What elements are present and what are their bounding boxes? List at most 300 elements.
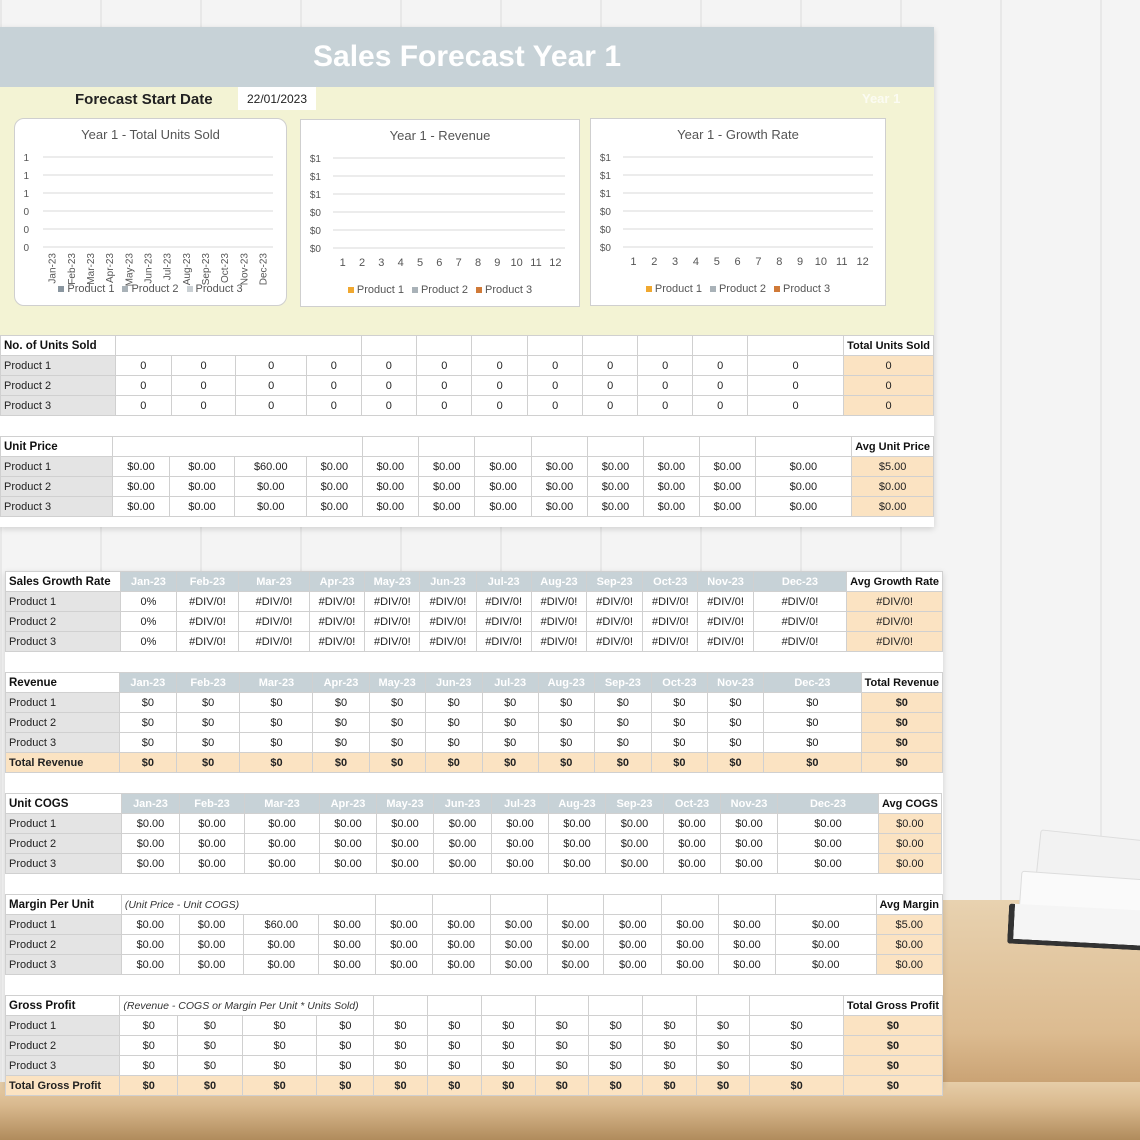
total-value-cell[interactable]: $0 bbox=[240, 753, 313, 773]
value-cell[interactable]: $0.00 bbox=[531, 477, 587, 497]
value-cell[interactable]: $0 bbox=[374, 1016, 427, 1036]
value-cell[interactable]: #DIV/0! bbox=[531, 632, 586, 652]
value-cell[interactable]: 0 bbox=[361, 356, 416, 376]
value-cell[interactable]: #DIV/0! bbox=[239, 592, 310, 612]
value-cell[interactable]: $0.00 bbox=[419, 477, 475, 497]
value-cell[interactable]: #DIV/0! bbox=[753, 612, 847, 632]
value-cell[interactable]: $0 bbox=[178, 1016, 243, 1036]
value-cell[interactable]: $0.00 bbox=[432, 915, 490, 935]
value-cell[interactable]: 0 bbox=[171, 356, 236, 376]
value-cell[interactable]: $0.00 bbox=[319, 935, 376, 955]
row-total-cell[interactable]: $0.00 bbox=[879, 814, 942, 834]
value-cell[interactable]: $0.00 bbox=[721, 854, 778, 874]
row-total-cell[interactable]: #DIV/0! bbox=[847, 612, 943, 632]
value-cell[interactable]: $0.00 bbox=[719, 935, 776, 955]
value-cell[interactable]: $0.00 bbox=[549, 834, 606, 854]
value-cell[interactable]: $0.00 bbox=[376, 915, 433, 935]
value-cell[interactable]: $0 bbox=[482, 1056, 535, 1076]
value-cell[interactable]: #DIV/0! bbox=[176, 592, 238, 612]
grand-total-cell[interactable]: $0 bbox=[861, 753, 942, 773]
value-cell[interactable]: $0.00 bbox=[245, 834, 320, 854]
value-cell[interactable]: $0.00 bbox=[643, 457, 699, 477]
value-cell[interactable]: $0.00 bbox=[179, 935, 244, 955]
row-total-cell[interactable]: 0 bbox=[844, 376, 934, 396]
value-cell[interactable]: #DIV/0! bbox=[643, 632, 698, 652]
value-cell[interactable]: $0 bbox=[313, 693, 369, 713]
row-total-cell[interactable]: $0.00 bbox=[876, 935, 943, 955]
value-cell[interactable]: $0 bbox=[427, 1056, 481, 1076]
value-cell[interactable]: $0.00 bbox=[549, 854, 606, 874]
value-cell[interactable]: 0% bbox=[121, 592, 177, 612]
value-cell[interactable]: #DIV/0! bbox=[365, 612, 420, 632]
value-cell[interactable]: $0.00 bbox=[606, 834, 664, 854]
value-cell[interactable]: $0 bbox=[482, 1036, 535, 1056]
value-cell[interactable]: 0 bbox=[472, 376, 527, 396]
value-cell[interactable]: $0.00 bbox=[122, 814, 180, 834]
value-cell[interactable]: 0 bbox=[472, 356, 527, 376]
value-cell[interactable]: 0 bbox=[236, 396, 307, 416]
value-cell[interactable]: 0 bbox=[583, 376, 638, 396]
value-cell[interactable]: #DIV/0! bbox=[420, 612, 476, 632]
value-cell[interactable]: 0 bbox=[527, 356, 582, 376]
value-cell[interactable]: $0 bbox=[178, 1036, 243, 1056]
value-cell[interactable]: #DIV/0! bbox=[698, 632, 753, 652]
value-cell[interactable]: #DIV/0! bbox=[476, 612, 531, 632]
value-cell[interactable]: #DIV/0! bbox=[239, 612, 310, 632]
value-cell[interactable]: $0 bbox=[651, 713, 707, 733]
value-cell[interactable]: #DIV/0! bbox=[176, 612, 238, 632]
value-cell[interactable]: $0 bbox=[240, 733, 313, 753]
value-cell[interactable]: #DIV/0! bbox=[753, 632, 847, 652]
value-cell[interactable]: $0 bbox=[425, 733, 482, 753]
value-cell[interactable]: $0.00 bbox=[700, 457, 755, 477]
value-cell[interactable]: 0 bbox=[527, 376, 582, 396]
value-cell[interactable]: #DIV/0! bbox=[476, 592, 531, 612]
value-cell[interactable]: $0 bbox=[643, 1016, 696, 1036]
value-cell[interactable]: $0.00 bbox=[113, 457, 169, 477]
value-cell[interactable]: #DIV/0! bbox=[531, 592, 586, 612]
total-value-cell[interactable]: $0 bbox=[643, 1076, 696, 1096]
value-cell[interactable]: $0 bbox=[707, 733, 763, 753]
total-value-cell[interactable]: $0 bbox=[178, 1076, 243, 1096]
value-cell[interactable]: #DIV/0! bbox=[753, 592, 847, 612]
value-cell[interactable]: $0.00 bbox=[664, 834, 721, 854]
value-cell[interactable]: $0.00 bbox=[643, 477, 699, 497]
value-cell[interactable]: $0 bbox=[313, 733, 369, 753]
value-cell[interactable]: $0.00 bbox=[606, 854, 664, 874]
value-cell[interactable]: $0 bbox=[651, 733, 707, 753]
value-cell[interactable]: $0 bbox=[119, 733, 176, 753]
value-cell[interactable]: 0 bbox=[116, 356, 171, 376]
row-total-cell[interactable]: $5.00 bbox=[876, 915, 943, 935]
value-cell[interactable]: $0.00 bbox=[588, 477, 643, 497]
value-cell[interactable]: $0.00 bbox=[664, 814, 721, 834]
value-cell[interactable]: $0 bbox=[240, 713, 313, 733]
value-cell[interactable]: $0.00 bbox=[362, 457, 418, 477]
row-total-cell[interactable]: $0 bbox=[861, 693, 942, 713]
value-cell[interactable]: 0 bbox=[747, 356, 843, 376]
value-cell[interactable]: $0.00 bbox=[169, 457, 235, 477]
value-cell[interactable]: $0.00 bbox=[362, 477, 418, 497]
value-cell[interactable]: $0.00 bbox=[113, 497, 169, 517]
total-value-cell[interactable]: $0 bbox=[120, 1076, 178, 1096]
value-cell[interactable]: $0.00 bbox=[307, 497, 362, 517]
value-cell[interactable]: $0.00 bbox=[434, 814, 492, 834]
value-cell[interactable]: #DIV/0! bbox=[309, 612, 364, 632]
total-value-cell[interactable]: $0 bbox=[707, 753, 763, 773]
value-cell[interactable]: 0 bbox=[307, 356, 362, 376]
value-cell[interactable]: $0 bbox=[707, 693, 763, 713]
value-cell[interactable]: $0.00 bbox=[244, 955, 319, 975]
value-cell[interactable]: $0.00 bbox=[307, 477, 362, 497]
value-cell[interactable]: $0 bbox=[119, 713, 176, 733]
value-cell[interactable]: $0.00 bbox=[377, 814, 434, 834]
value-cell[interactable]: $0 bbox=[178, 1056, 243, 1076]
value-cell[interactable]: $0.00 bbox=[721, 814, 778, 834]
value-cell[interactable]: $0.00 bbox=[719, 915, 776, 935]
value-cell[interactable]: $0.00 bbox=[180, 814, 245, 834]
value-cell[interactable]: $0.00 bbox=[549, 814, 606, 834]
value-cell[interactable]: $0.00 bbox=[180, 834, 245, 854]
value-cell[interactable]: $0.00 bbox=[319, 915, 376, 935]
value-cell[interactable]: $0.00 bbox=[719, 955, 776, 975]
value-cell[interactable]: $0 bbox=[313, 713, 369, 733]
value-cell[interactable]: $0.00 bbox=[775, 955, 876, 975]
value-cell[interactable]: $0.00 bbox=[490, 935, 547, 955]
value-cell[interactable]: $0 bbox=[176, 693, 240, 713]
total-value-cell[interactable]: $0 bbox=[317, 1076, 374, 1096]
value-cell[interactable]: $0.00 bbox=[606, 814, 664, 834]
value-cell[interactable]: 0 bbox=[693, 396, 748, 416]
chart-total-units-sold[interactable] bbox=[14, 118, 287, 306]
value-cell[interactable]: 0 bbox=[527, 396, 582, 416]
value-cell[interactable]: $0 bbox=[589, 1056, 643, 1076]
row-total-cell[interactable]: $0 bbox=[843, 1016, 942, 1036]
value-cell[interactable]: $0.00 bbox=[662, 935, 719, 955]
value-cell[interactable]: $0.00 bbox=[245, 854, 320, 874]
value-cell[interactable]: #DIV/0! bbox=[643, 612, 698, 632]
row-total-cell[interactable]: $0 bbox=[861, 733, 942, 753]
value-cell[interactable]: #DIV/0! bbox=[476, 632, 531, 652]
row-total-cell[interactable]: $0.00 bbox=[852, 477, 934, 497]
value-cell[interactable]: 0 bbox=[637, 356, 692, 376]
grand-total-cell[interactable]: $0 bbox=[843, 1076, 942, 1096]
value-cell[interactable]: 0 bbox=[361, 396, 416, 416]
total-value-cell[interactable]: $0 bbox=[535, 1076, 588, 1096]
value-cell[interactable]: $0.00 bbox=[376, 955, 433, 975]
row-total-cell[interactable]: #DIV/0! bbox=[847, 592, 943, 612]
value-cell[interactable]: #DIV/0! bbox=[531, 612, 586, 632]
value-cell[interactable]: #DIV/0! bbox=[643, 592, 698, 612]
value-cell[interactable]: $0 bbox=[764, 713, 862, 733]
value-cell[interactable]: $0 bbox=[651, 693, 707, 713]
value-cell[interactable]: $0 bbox=[589, 1016, 643, 1036]
value-cell[interactable]: $0.00 bbox=[475, 477, 531, 497]
value-cell[interactable]: $0.00 bbox=[377, 854, 434, 874]
value-cell[interactable]: $0.00 bbox=[320, 854, 377, 874]
value-cell[interactable]: #DIV/0! bbox=[365, 632, 420, 652]
value-cell[interactable]: $0.00 bbox=[662, 955, 719, 975]
value-cell[interactable]: $0.00 bbox=[755, 477, 852, 497]
value-cell[interactable]: $0.00 bbox=[169, 477, 235, 497]
value-cell[interactable]: $0.00 bbox=[604, 935, 662, 955]
value-cell[interactable]: $0.00 bbox=[122, 854, 180, 874]
forecast-start-date-input[interactable]: 22/01/2023 bbox=[238, 87, 316, 110]
value-cell[interactable]: $0.00 bbox=[320, 814, 377, 834]
value-cell[interactable]: $0.00 bbox=[490, 955, 547, 975]
value-cell[interactable]: $0 bbox=[427, 1036, 481, 1056]
value-cell[interactable]: #DIV/0! bbox=[365, 592, 420, 612]
value-cell[interactable]: $0 bbox=[242, 1056, 317, 1076]
value-cell[interactable]: $0 bbox=[707, 713, 763, 733]
value-cell[interactable]: $0 bbox=[750, 1056, 843, 1076]
value-cell[interactable]: $0.00 bbox=[643, 497, 699, 517]
value-cell[interactable]: $0 bbox=[374, 1036, 427, 1056]
value-cell[interactable]: 0 bbox=[116, 376, 171, 396]
value-cell[interactable]: $0.00 bbox=[775, 915, 876, 935]
total-value-cell[interactable]: $0 bbox=[119, 753, 176, 773]
total-value-cell[interactable]: $0 bbox=[425, 753, 482, 773]
total-value-cell[interactable]: $0 bbox=[427, 1076, 481, 1096]
value-cell[interactable]: 0 bbox=[747, 396, 843, 416]
value-cell[interactable]: #DIV/0! bbox=[587, 612, 643, 632]
value-cell[interactable]: $0 bbox=[594, 693, 651, 713]
value-cell[interactable]: $0 bbox=[643, 1036, 696, 1056]
value-cell[interactable]: $0 bbox=[538, 693, 594, 713]
value-cell[interactable]: $0.00 bbox=[662, 915, 719, 935]
value-cell[interactable]: $0 bbox=[538, 733, 594, 753]
value-cell[interactable]: 0 bbox=[307, 376, 362, 396]
row-total-cell[interactable]: $0 bbox=[843, 1036, 942, 1056]
value-cell[interactable]: $0.00 bbox=[244, 935, 319, 955]
value-cell[interactable]: $0.00 bbox=[775, 935, 876, 955]
row-total-cell[interactable]: $0.00 bbox=[876, 955, 943, 975]
value-cell[interactable]: #DIV/0! bbox=[420, 592, 476, 612]
value-cell[interactable]: $0 bbox=[535, 1016, 588, 1036]
value-cell[interactable]: $0 bbox=[750, 1036, 843, 1056]
value-cell[interactable]: $0 bbox=[242, 1036, 317, 1056]
value-cell[interactable]: $0 bbox=[482, 1016, 535, 1036]
total-value-cell[interactable]: $0 bbox=[764, 753, 862, 773]
value-cell[interactable]: $0 bbox=[240, 693, 313, 713]
value-cell[interactable]: $0 bbox=[176, 713, 240, 733]
total-value-cell[interactable]: $0 bbox=[538, 753, 594, 773]
value-cell[interactable]: $0.00 bbox=[122, 834, 180, 854]
value-cell[interactable]: #DIV/0! bbox=[309, 592, 364, 612]
value-cell[interactable]: 0 bbox=[171, 376, 236, 396]
value-cell[interactable]: $0.00 bbox=[432, 935, 490, 955]
total-value-cell[interactable]: $0 bbox=[696, 1076, 749, 1096]
value-cell[interactable]: $0 bbox=[696, 1056, 749, 1076]
value-cell[interactable]: 0% bbox=[121, 632, 177, 652]
value-cell[interactable]: $0.00 bbox=[490, 915, 547, 935]
row-total-cell[interactable]: $0 bbox=[861, 713, 942, 733]
value-cell[interactable]: $0 bbox=[764, 733, 862, 753]
value-cell[interactable]: $0 bbox=[594, 733, 651, 753]
value-cell[interactable]: $0.00 bbox=[235, 477, 307, 497]
value-cell[interactable]: 0 bbox=[693, 376, 748, 396]
value-cell[interactable]: $0.00 bbox=[319, 955, 376, 975]
value-cell[interactable]: $0.00 bbox=[721, 834, 778, 854]
value-cell[interactable]: $0 bbox=[425, 713, 482, 733]
value-cell[interactable]: $0 bbox=[120, 1056, 178, 1076]
value-cell[interactable]: $0 bbox=[764, 693, 862, 713]
value-cell[interactable]: $0.00 bbox=[180, 854, 245, 874]
value-cell[interactable]: $0.00 bbox=[475, 457, 531, 477]
value-cell[interactable]: $0 bbox=[696, 1036, 749, 1056]
row-total-cell[interactable]: $0.00 bbox=[879, 834, 942, 854]
value-cell[interactable]: $0 bbox=[369, 733, 425, 753]
value-cell[interactable]: $0.00 bbox=[604, 915, 662, 935]
value-cell[interactable]: $0.00 bbox=[113, 477, 169, 497]
value-cell[interactable]: $0 bbox=[317, 1056, 374, 1076]
value-cell[interactable]: $0.00 bbox=[434, 834, 492, 854]
value-cell[interactable]: $0.00 bbox=[778, 854, 879, 874]
value-cell[interactable]: $0.00 bbox=[121, 915, 179, 935]
value-cell[interactable]: $0.00 bbox=[547, 955, 604, 975]
value-cell[interactable]: $0.00 bbox=[588, 497, 643, 517]
value-cell[interactable]: $0 bbox=[482, 713, 538, 733]
total-value-cell[interactable]: $0 bbox=[313, 753, 369, 773]
value-cell[interactable]: $0.00 bbox=[179, 915, 244, 935]
value-cell[interactable]: $0 bbox=[535, 1036, 588, 1056]
value-cell[interactable]: 0 bbox=[583, 356, 638, 376]
value-cell[interactable]: $0.00 bbox=[377, 834, 434, 854]
row-total-cell[interactable]: $0.00 bbox=[879, 854, 942, 874]
value-cell[interactable]: 0 bbox=[171, 396, 236, 416]
chart-revenue[interactable] bbox=[300, 119, 580, 307]
chart-growth-rate[interactable] bbox=[590, 118, 886, 306]
row-total-cell[interactable]: $0 bbox=[843, 1056, 942, 1076]
value-cell[interactable]: $0.00 bbox=[547, 935, 604, 955]
value-cell[interactable]: $0.00 bbox=[121, 935, 179, 955]
value-cell[interactable]: $0.00 bbox=[492, 854, 549, 874]
value-cell[interactable]: $0 bbox=[482, 733, 538, 753]
row-total-cell[interactable]: $0.00 bbox=[852, 497, 934, 517]
value-cell[interactable]: $0.00 bbox=[475, 497, 531, 517]
value-cell[interactable]: $0.00 bbox=[307, 457, 362, 477]
value-cell[interactable]: 0 bbox=[236, 356, 307, 376]
value-cell[interactable]: 0 bbox=[116, 396, 171, 416]
value-cell[interactable]: 0 bbox=[236, 376, 307, 396]
value-cell[interactable]: $0.00 bbox=[419, 497, 475, 517]
value-cell[interactable]: $0.00 bbox=[778, 834, 879, 854]
value-cell[interactable]: $0 bbox=[369, 713, 425, 733]
value-cell[interactable]: $0 bbox=[589, 1036, 643, 1056]
value-cell[interactable]: 0 bbox=[747, 376, 843, 396]
value-cell[interactable]: #DIV/0! bbox=[587, 592, 643, 612]
value-cell[interactable]: $0 bbox=[643, 1056, 696, 1076]
value-cell[interactable]: $0.00 bbox=[320, 834, 377, 854]
value-cell[interactable]: $0.00 bbox=[531, 457, 587, 477]
value-cell[interactable]: $0.00 bbox=[419, 457, 475, 477]
value-cell[interactable]: $0 bbox=[427, 1016, 481, 1036]
total-value-cell[interactable]: $0 bbox=[374, 1076, 427, 1096]
total-value-cell[interactable]: $0 bbox=[594, 753, 651, 773]
value-cell[interactable]: $0 bbox=[369, 693, 425, 713]
value-cell[interactable]: $0.00 bbox=[169, 497, 235, 517]
value-cell[interactable]: #DIV/0! bbox=[698, 612, 753, 632]
total-value-cell[interactable]: $0 bbox=[369, 753, 425, 773]
row-total-cell[interactable]: #DIV/0! bbox=[847, 632, 943, 652]
value-cell[interactable]: $0 bbox=[750, 1016, 843, 1036]
value-cell[interactable]: $0 bbox=[425, 693, 482, 713]
value-cell[interactable]: 0 bbox=[583, 396, 638, 416]
value-cell[interactable]: $0 bbox=[535, 1056, 588, 1076]
value-cell[interactable]: $0.00 bbox=[664, 854, 721, 874]
value-cell[interactable]: $0.00 bbox=[778, 814, 879, 834]
value-cell[interactable]: $0.00 bbox=[492, 834, 549, 854]
value-cell[interactable]: #DIV/0! bbox=[176, 632, 238, 652]
value-cell[interactable]: #DIV/0! bbox=[698, 592, 753, 612]
value-cell[interactable]: $0.00 bbox=[755, 497, 852, 517]
value-cell[interactable]: #DIV/0! bbox=[239, 632, 310, 652]
value-cell[interactable]: $0 bbox=[696, 1016, 749, 1036]
value-cell[interactable]: 0 bbox=[361, 376, 416, 396]
value-cell[interactable]: #DIV/0! bbox=[309, 632, 364, 652]
value-cell[interactable]: $0.00 bbox=[235, 497, 307, 517]
value-cell[interactable]: $0 bbox=[242, 1016, 317, 1036]
value-cell[interactable]: $0 bbox=[538, 713, 594, 733]
value-cell[interactable]: 0 bbox=[417, 396, 472, 416]
value-cell[interactable]: $0.00 bbox=[700, 477, 755, 497]
row-total-cell[interactable]: $5.00 bbox=[852, 457, 934, 477]
value-cell[interactable]: $0.00 bbox=[492, 814, 549, 834]
value-cell[interactable]: $0 bbox=[317, 1016, 374, 1036]
row-total-cell[interactable]: 0 bbox=[844, 356, 934, 376]
value-cell[interactable]: $60.00 bbox=[235, 457, 307, 477]
value-cell[interactable]: $0 bbox=[120, 1036, 178, 1056]
value-cell[interactable]: $0.00 bbox=[434, 854, 492, 874]
value-cell[interactable]: $0.00 bbox=[179, 955, 244, 975]
value-cell[interactable]: $0 bbox=[374, 1056, 427, 1076]
value-cell[interactable]: $0.00 bbox=[245, 814, 320, 834]
value-cell[interactable]: $0 bbox=[594, 713, 651, 733]
value-cell[interactable]: 0% bbox=[121, 612, 177, 632]
value-cell[interactable]: #DIV/0! bbox=[587, 632, 643, 652]
total-value-cell[interactable]: $0 bbox=[242, 1076, 317, 1096]
value-cell[interactable]: $0.00 bbox=[755, 457, 852, 477]
total-value-cell[interactable]: $0 bbox=[176, 753, 240, 773]
value-cell[interactable]: 0 bbox=[307, 396, 362, 416]
value-cell[interactable]: $0 bbox=[317, 1036, 374, 1056]
total-value-cell[interactable]: $0 bbox=[482, 1076, 535, 1096]
value-cell[interactable]: 0 bbox=[417, 376, 472, 396]
value-cell[interactable]: $0.00 bbox=[432, 955, 490, 975]
row-total-cell[interactable]: 0 bbox=[844, 396, 934, 416]
value-cell[interactable]: $0.00 bbox=[376, 935, 433, 955]
value-cell[interactable]: $0.00 bbox=[588, 457, 643, 477]
value-cell[interactable]: 0 bbox=[693, 356, 748, 376]
value-cell[interactable]: 0 bbox=[637, 376, 692, 396]
total-value-cell[interactable]: $0 bbox=[482, 753, 538, 773]
value-cell[interactable]: #DIV/0! bbox=[420, 632, 476, 652]
value-cell[interactable]: 0 bbox=[417, 356, 472, 376]
value-cell[interactable]: $0 bbox=[482, 693, 538, 713]
value-cell[interactable]: $0.00 bbox=[121, 955, 179, 975]
total-value-cell[interactable]: $0 bbox=[589, 1076, 643, 1096]
value-cell[interactable]: 0 bbox=[472, 396, 527, 416]
value-cell[interactable]: $0.00 bbox=[362, 497, 418, 517]
value-cell[interactable]: $0 bbox=[119, 693, 176, 713]
value-cell[interactable]: $0 bbox=[120, 1016, 178, 1036]
value-cell[interactable]: 0 bbox=[637, 396, 692, 416]
value-cell[interactable]: $0.00 bbox=[604, 955, 662, 975]
value-cell[interactable]: $0.00 bbox=[531, 497, 587, 517]
value-cell[interactable]: $60.00 bbox=[244, 915, 319, 935]
value-cell[interactable]: $0.00 bbox=[700, 497, 755, 517]
value-cell[interactable]: $0.00 bbox=[547, 915, 604, 935]
